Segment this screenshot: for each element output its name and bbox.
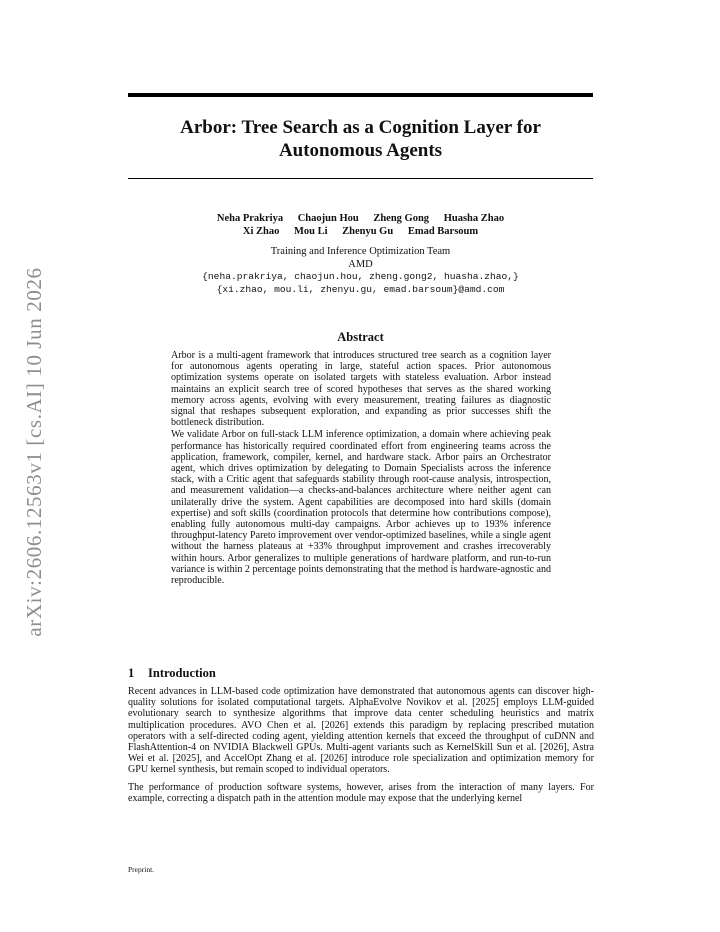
abstract-paragraph: Arbor is a multi-agent framework that introduces structured tree search as a cognition layer for autonomous agents operating in large, stateful action spaces. Prior autonomous optimization systems operate on isolated targets with stateless evaluation. Arbor instead maintains an explicit search tree of scored hypotheses that serves as the shared working memory across agents, evolving with every measurement, treating failures as diagnostic signal that reshapes subsequent exploration, and expanding as prior successes shift the bottleneck distribution. bbox=[171, 350, 551, 429]
title-rule-top bbox=[128, 93, 593, 97]
author-name: Mou Li bbox=[293, 226, 328, 237]
author-emails-line-2[interactable]: {xi.zhao, mou.li, zhenyu.gu, emad.barsoum}@amd.com bbox=[216, 283, 505, 295]
author-name: Neha Prakriya bbox=[216, 213, 284, 224]
section-heading-introduction bbox=[128, 666, 593, 681]
paper-title: Arbor: Tree Search as a Cognition Layer for Autonomous Agents bbox=[180, 117, 541, 161]
body-paragraph: The performance of production software systems, however, arises from the interaction of many layers. For example, correcting a dispatch path in the attention module may expose that the underlying kernel bbox=[128, 781, 594, 804]
author-name: Emad Barsoum bbox=[407, 226, 479, 237]
affiliation-org: AMD bbox=[348, 258, 373, 270]
author-name: Zhenyu Gu bbox=[342, 226, 394, 237]
author-emails-line-1[interactable]: {neha.prakriya, chaojun.hou, zheng.gong2, huasha.zhao,} bbox=[202, 271, 519, 282]
section-number: 1 bbox=[128, 666, 135, 680]
affiliation-block bbox=[128, 246, 593, 296]
arxiv-identifier-stamp[interactable]: arXiv:2606.12563v1 [cs.AI] 10 Jun 2026 bbox=[22, 267, 46, 637]
author-name: Xi Zhao bbox=[242, 226, 280, 237]
author-name: Huasha Zhao bbox=[443, 213, 505, 224]
author-row-1 bbox=[128, 212, 593, 225]
author-list bbox=[128, 212, 593, 238]
abstract-text bbox=[171, 350, 551, 587]
page-footer-preprint: Preprint. bbox=[128, 865, 155, 874]
section-title: Introduction bbox=[148, 666, 216, 680]
author-name: Zheng Gong bbox=[373, 213, 430, 224]
abstract-heading: Abstract bbox=[337, 330, 384, 344]
introduction-text bbox=[128, 686, 594, 810]
body-paragraph: Recent advances in LLM-based code optimization have demonstrated that autonomous agents can discover high-quality solutions for isolated computational targets. AlphaEvolve Novikov et al. [2025] employs LLM-guided evolutionary search to synthesize algorithms that improve data center scheduling heuristics and matrix multiplication procedures. AVO Chen et al. [2026] extends this paradigm by replacing prescribed mutation operators with a self-directed coding agent, yielding attention kernels that exceed the throughput of cuDNN and FlashAttention-4 on NVIDIA Blackwell GPUs. Multi-agent variants such as KernelSkill Sun et al. [2026], Astra Wei et al. [2025], and AccelOpt Zhang et al. [2026] introduce role specialization and optimization memory for GPU kernel synthesis, but remain scoped to individual operators. bbox=[128, 686, 594, 776]
affiliation-team: Training and Inference Optimization Team bbox=[270, 246, 451, 257]
title-rule-bottom bbox=[128, 178, 593, 179]
abstract-paragraph: We validate Arbor on full-stack LLM inference optimization, a domain where achieving peak performance has historically required coordinated effort from engineering teams across the application, framework, compiler, kernel, and hardware stack. Arbor pairs an Orchestrator agent, which drives optimization by delegating to Domain Specialists across the inference stack, with a Critic agent that safeguards stability through root-cause analysis, introspection, and measurement validation—a checks-and-balances architecture where neither agent can unilaterally drive the system. Agent capabilities are decomposed into hard skills (domain expertise) and soft skills (coordination protocols that determine how contributions compose), enabling fully autonomous multi-day campaigns. Arbor achieves up to 193% inference throughput-latency Pareto improvement over vendor-optimized baselines, while a single agent without the harness plateaus at +33% throughput improvement and crashes irrecoverably within hours. Arbor generalizes to multiple generations of hardware platform, and run-to-run variance is within 2 percentage points demonstrating that the method is hardware-agnostic and reproducible. bbox=[171, 429, 551, 587]
author-row-2 bbox=[128, 225, 593, 238]
author-name: Chaojun Hou bbox=[297, 213, 359, 224]
